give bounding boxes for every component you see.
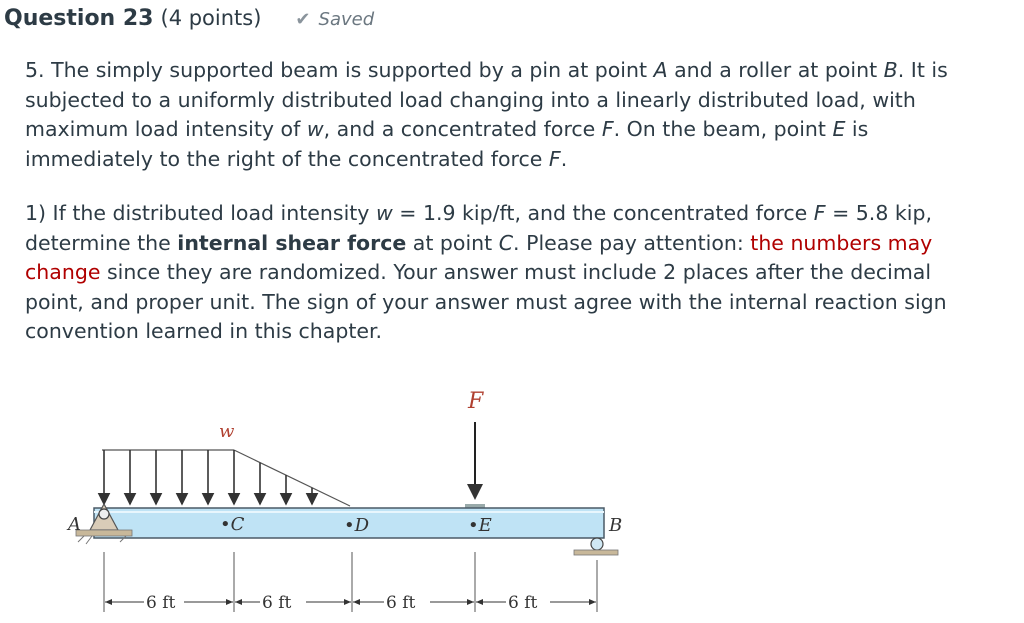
question-header bbox=[4, 6, 374, 38]
label-A: A bbox=[68, 514, 81, 535]
label-E: •E bbox=[468, 515, 492, 536]
roller-support-B bbox=[574, 538, 618, 555]
label-F: F bbox=[468, 389, 484, 414]
dimension-label: 6 ft bbox=[262, 593, 292, 613]
saved-status bbox=[295, 9, 374, 30]
beam-diagram-svg bbox=[60, 380, 660, 620]
load-arrows bbox=[104, 450, 312, 504]
question-title: Question 23 bbox=[4, 6, 154, 31]
label-B: B bbox=[609, 515, 623, 536]
problem-statement: 5. The simply supported beam is supported by a pin at point A and a roller at point B. It is subjected to a uniformly distributed load changing into a linearly distributed load, with maximum load intensity of w, and a concentrated force F. On the beam, point E is immediately to the right of the concentrated force F. bbox=[25, 58, 948, 171]
question-body bbox=[25, 56, 970, 347]
beam-diagram bbox=[60, 380, 660, 620]
dimension-label: 6 ft bbox=[146, 593, 176, 613]
label-C: •C bbox=[220, 514, 245, 535]
problem-part-1: 1) If the distributed load intensity w = 1.9 kip/ft, and the concentrated force F = 5.8 kip, determine the internal shear force at point C. Please pay attention: the numbers may change since they are randomized. Your answer must include 2 places after the decimal point, and proper unit. The sign of your answer must agree with the internal reaction sign convention learned in this chapter. bbox=[25, 201, 947, 343]
question-points: (4 points) bbox=[160, 6, 262, 30]
saved-text: Saved bbox=[318, 9, 375, 30]
dimension-label: 6 ft bbox=[508, 593, 538, 613]
dimension-label: 6 ft bbox=[386, 593, 416, 613]
randomized-warning: the numbers may change bbox=[25, 230, 933, 284]
check-icon: ✔ bbox=[295, 9, 311, 30]
label-D: •D bbox=[344, 515, 370, 536]
label-w: w bbox=[219, 421, 235, 442]
